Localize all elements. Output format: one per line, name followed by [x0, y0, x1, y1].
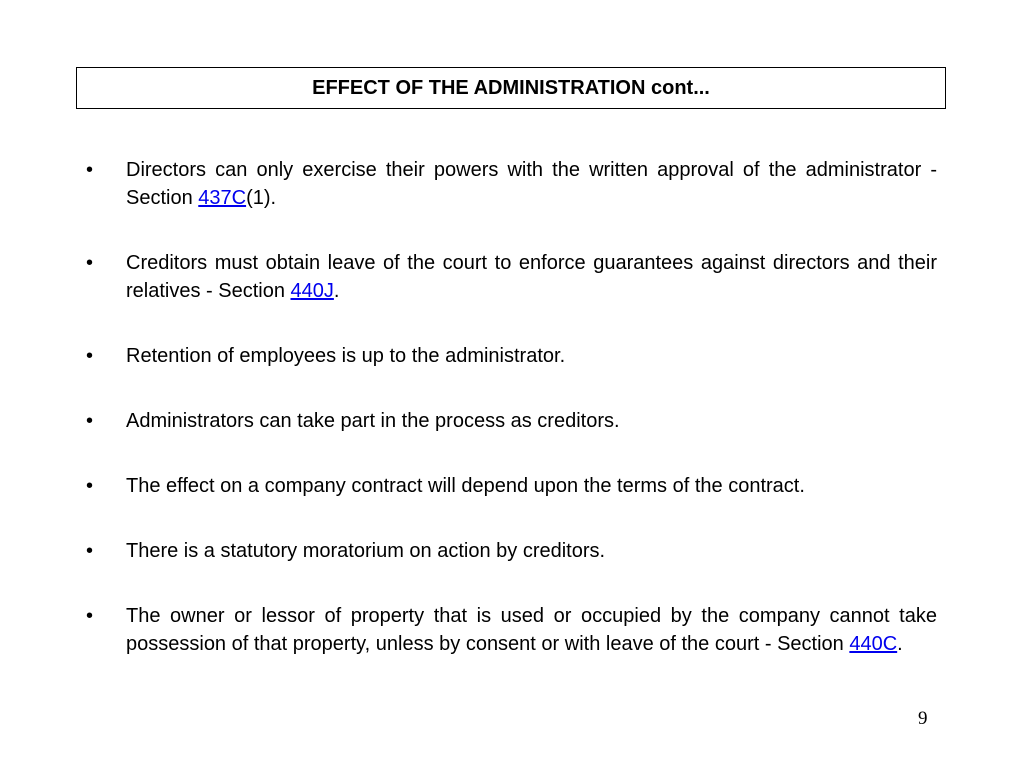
- bullet-item-property-possession: [86, 602, 937, 658]
- bullet-item-creditors-guarantees: [86, 249, 937, 305]
- bullet-text-after-link: .: [897, 633, 903, 655]
- section-440c-link[interactable]: 440C: [849, 633, 898, 655]
- bullet-text-after-link: (1).: [246, 187, 277, 209]
- bullet-icon: •: [86, 159, 94, 181]
- bullet-text: Administrators can take part in the process as creditors.: [126, 410, 620, 432]
- bullet-icon: •: [86, 540, 94, 562]
- bullet-text-before-link: Creditors must obtain leave of the court to enforce guarantees against directors and their relatives - Section: [126, 252, 937, 302]
- section-437c-link[interactable]: 437C: [198, 187, 247, 209]
- bullet-item-company-contract: [86, 472, 937, 500]
- bullet-text-before-link: The owner or lessor of property that is used or occupied by the company cannot take possession of that property, unless by consent or with leave of the court - Section: [126, 605, 937, 655]
- bullet-text: There is a statutory moratorium on action by creditors.: [126, 540, 606, 562]
- bullet-icon: •: [86, 252, 94, 274]
- section-440j-link[interactable]: 440J: [290, 280, 334, 302]
- bullet-item-statutory-moratorium: [86, 537, 937, 565]
- bullet-text: The effect on a company contract will depend upon the terms of the contract.: [126, 475, 805, 497]
- bullet-text: Retention of employees is up to the administrator.: [126, 345, 566, 367]
- bullet-item-retention-employees: [86, 342, 937, 370]
- bullet-icon: •: [86, 345, 94, 367]
- bullet-text-before-link: Directors can only exercise their powers with the written approval of the administrator - Section: [126, 159, 937, 209]
- bullet-list: [86, 156, 937, 658]
- bullet-text-after-link: .: [333, 280, 340, 302]
- bullet-icon: •: [86, 475, 94, 497]
- bullet-icon: •: [86, 410, 94, 432]
- slide-title-box: [76, 67, 946, 109]
- bullet-item-directors-powers: [86, 156, 937, 212]
- page-number: 9: [918, 708, 928, 729]
- bullet-item-administrators-creditors: [86, 407, 937, 435]
- slide-title: EFFECT OF THE ADMINISTRATION cont...: [312, 76, 710, 99]
- bullet-icon: •: [86, 605, 94, 627]
